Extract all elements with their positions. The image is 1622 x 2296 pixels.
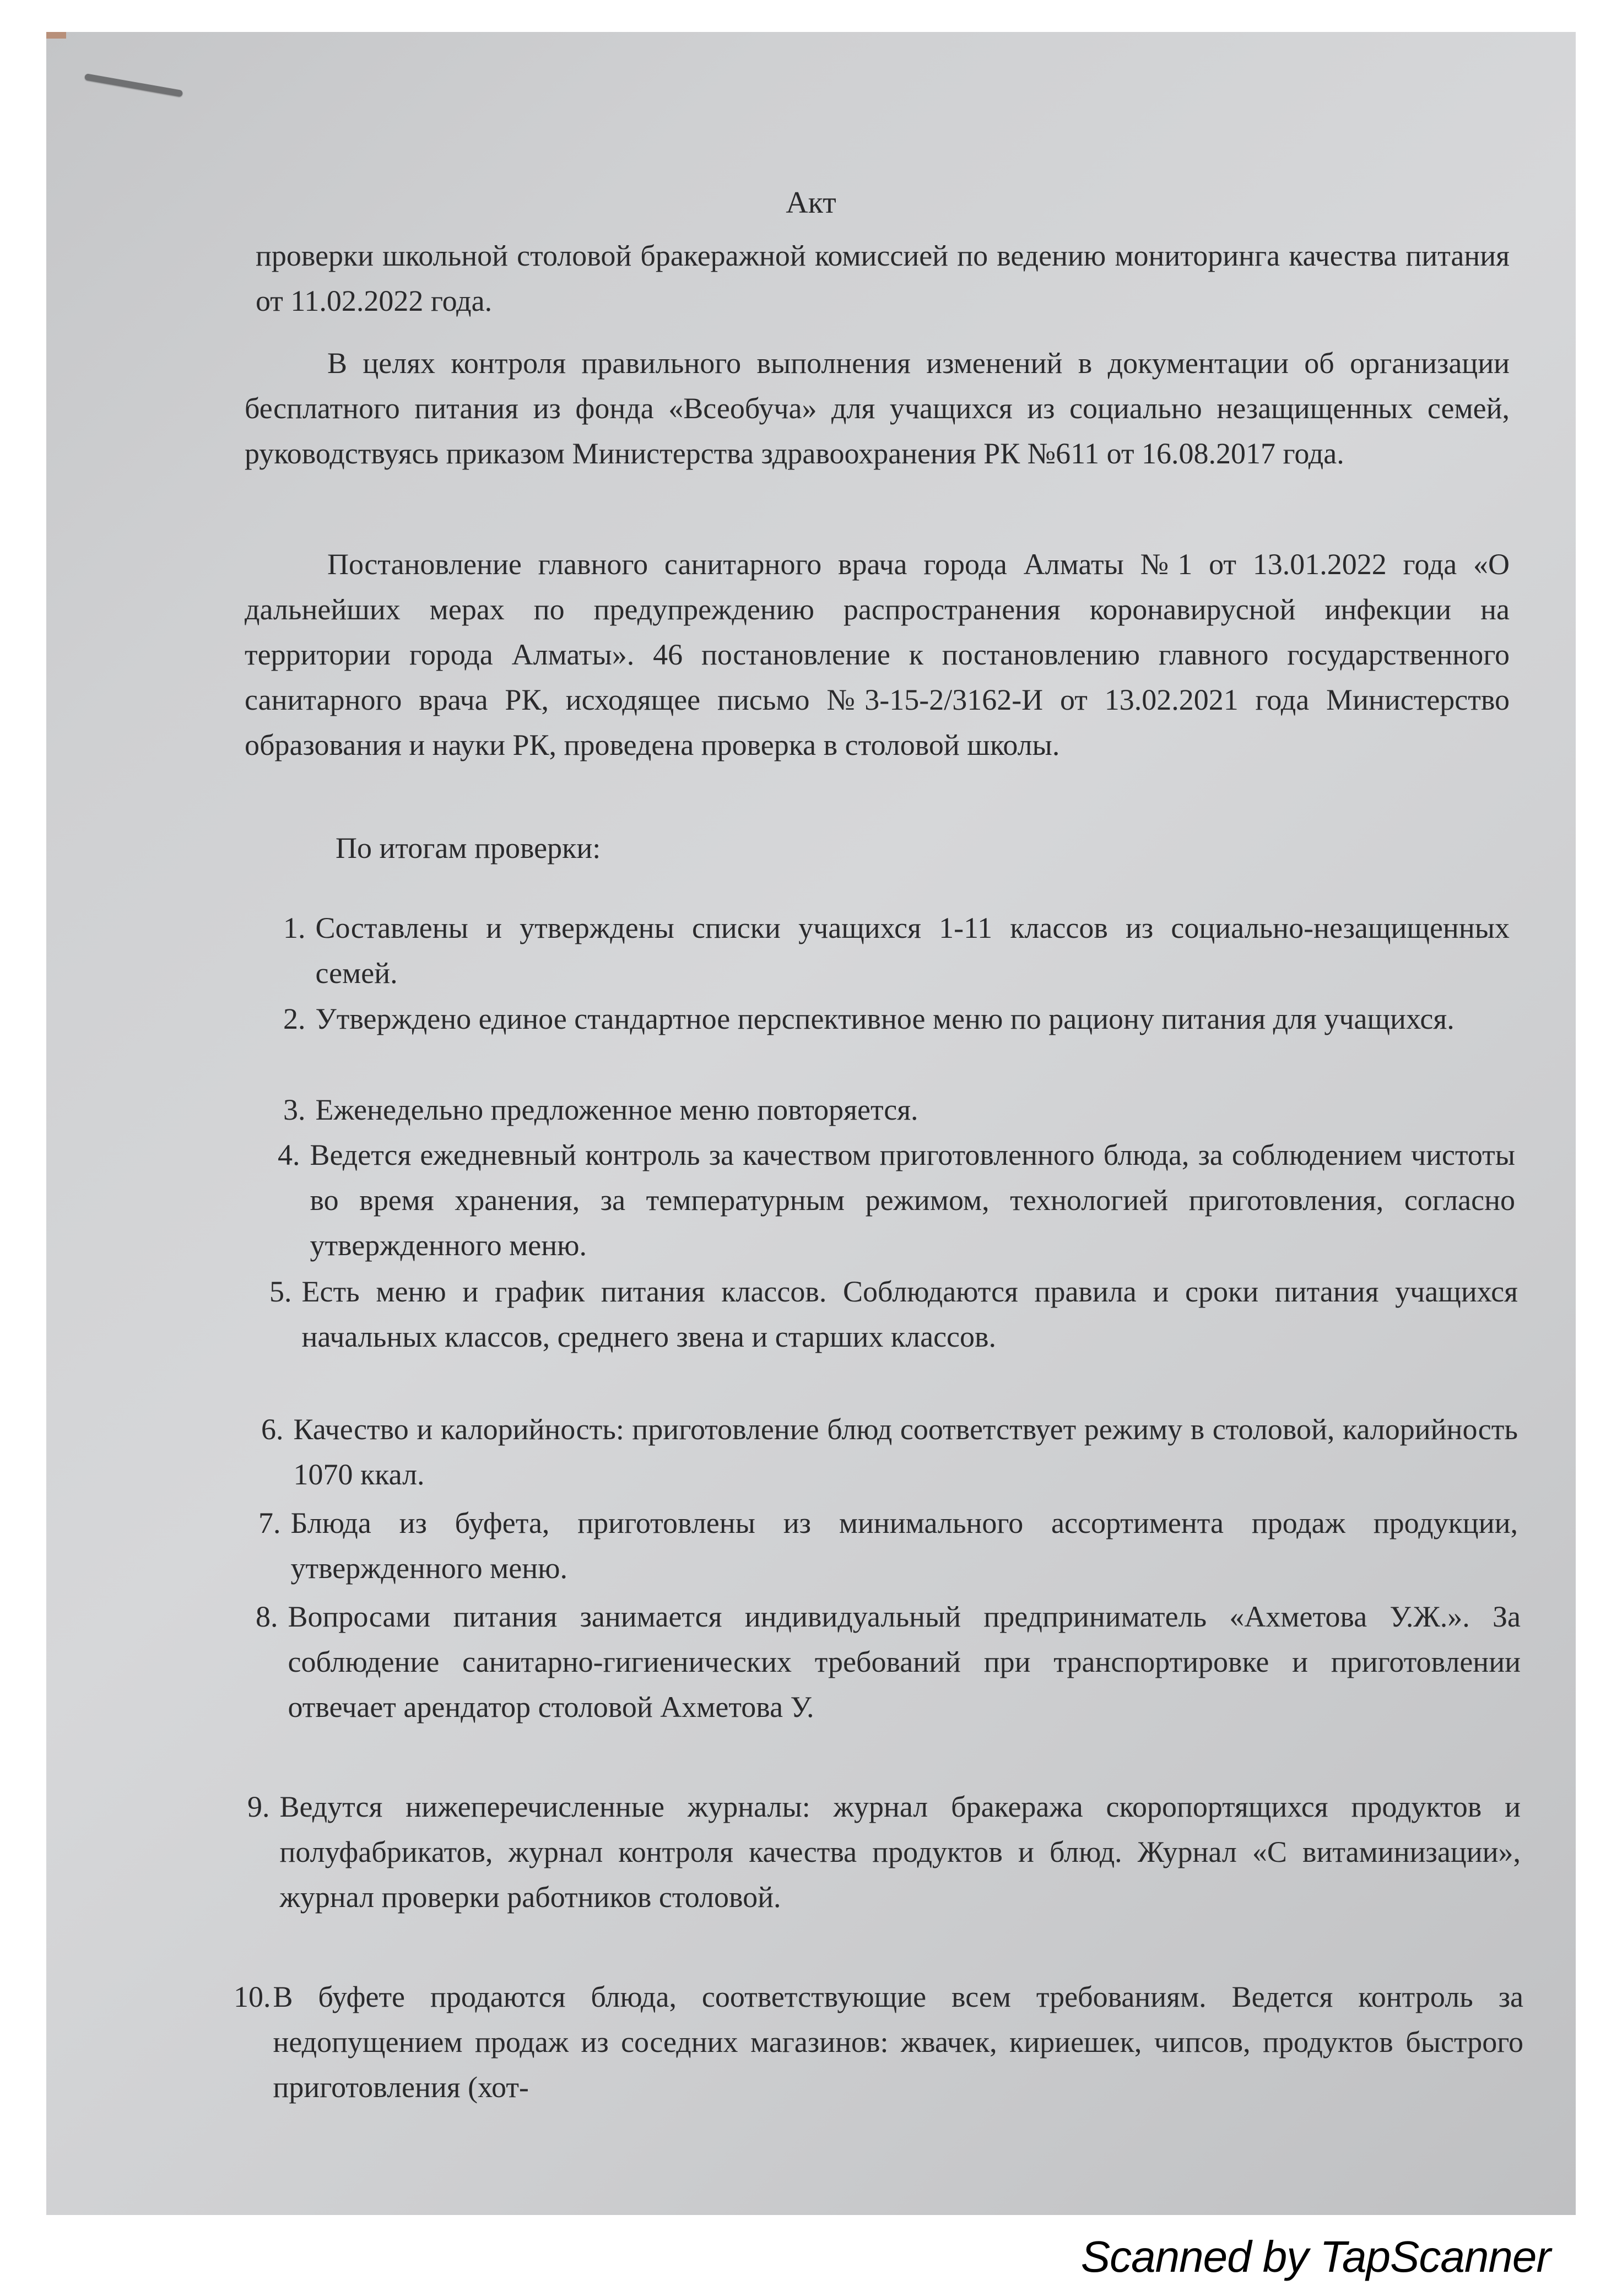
finding-number: 6. [261, 1413, 284, 1446]
paragraph-purpose: В целях контроля правильного выполнения изменений в документации об организации бесплатного питания из фонда «Всеобуча» для учащихся из социально незащищенных семей, руководствуясь приказом Министерства здравоохранения РК №611 от 16.08.2017 года. [245, 347, 1510, 470]
finding-text: Качество и калорийность: приготовление блюд соответствует режиму в столовой, калорийность 1070 ккал. [293, 1413, 1518, 1491]
finding-item-3 [283, 1087, 1510, 1132]
finding-item-7 [258, 1500, 1518, 1591]
document-subtitle: проверки школьной столовой бракеражной комиссией по ведению мониторинга качества питания от 11.02.2022 года. [256, 239, 1510, 317]
finding-item-5 [269, 1269, 1518, 1359]
finding-number: 10. [234, 1980, 271, 2013]
finding-number: 4. [278, 1138, 300, 1171]
finding-text: Утверждено единое стандартное перспективное меню по рациону питания для учащихся. [315, 1002, 1455, 1035]
finding-number: 2. [283, 1002, 306, 1035]
finding-text: Есть меню и график питания классов. Соблюдаются правила и сроки питания учащихся начальных классов, среднего звена и старших классов. [301, 1275, 1518, 1353]
finding-text: Составлены и утверждены списки учащихся 1-11 классов из социально-незащищенных семей. [315, 911, 1510, 990]
paragraph-resolution: Постановление главного санитарного врача города Алматы №1 от 13.01.2022 года «О дальнейших мерах по предупреждению распространения коронавирусной инфекции на территории города Алматы». 46 постановление к постановлению главного государственного санитарного врача РК, исходящее письмо №3-15-2/3162-И от 13.02.2021 года Министерство образования и науки РК, проведена проверка в столовой школы. [245, 548, 1510, 761]
finding-text: Еженедельно предложенное меню повторяется. [315, 1093, 918, 1126]
finding-number: 5. [269, 1275, 292, 1308]
finding-number: 8. [256, 1600, 278, 1633]
results-heading: По итогам проверки: [336, 831, 601, 865]
finding-item-6 [261, 1407, 1518, 1497]
document-title: Акт [786, 186, 836, 220]
finding-text: В буфете продаются блюда, соответствующие всем требованиям. Ведется контроль за недопущением продаж из соседних магазинов: жвачек, кириешек, чипсов, продуктов быстрого приготовления (хот- [273, 1980, 1523, 2104]
scanned-page [46, 32, 1576, 2215]
finding-item-10 [234, 1974, 1523, 2110]
finding-number: 7. [258, 1506, 281, 1539]
finding-item-9 [247, 1784, 1521, 1920]
finding-number: 3. [283, 1093, 306, 1126]
finding-text: Ведется ежедневный контроль за качеством приготовленного блюда, за соблюдением чистоты во время хранения, за температурным режимом, технологией приготовления, согласно утвержденного меню. [310, 1138, 1515, 1262]
scanner-watermark: Scanned by TapScanner [1080, 2232, 1550, 2281]
finding-text: Блюда из буфета, приготовлены из минимального ассортимента продаж продукции, утвержденного меню. [290, 1506, 1518, 1585]
document-body [46, 32, 1576, 2215]
scanner-footer [0, 2215, 1622, 2296]
finding-item-1 [283, 905, 1510, 996]
finding-text: Ведутся нижеперечисленные журналы: журнал бракеража скоропортящихся продуктов и полуфабрикатов, журнал контроля качества продуктов и блюд. Журнал «С витаминизации», журнал проверки работников столовой. [279, 1790, 1521, 1914]
finding-text: Вопросами питания занимается индивидуальный предприниматель «Ахметова У.Ж.». За соблюдение санитарно-гигиенических требований при транспортировке и приготовлении отвечает арендатор столовой Ахметова У. [288, 1600, 1521, 1724]
finding-number: 9. [247, 1790, 270, 1823]
finding-item-2 [283, 996, 1510, 1041]
finding-item-4 [278, 1132, 1515, 1268]
finding-number: 1. [283, 911, 306, 944]
finding-item-8 [256, 1594, 1521, 1730]
